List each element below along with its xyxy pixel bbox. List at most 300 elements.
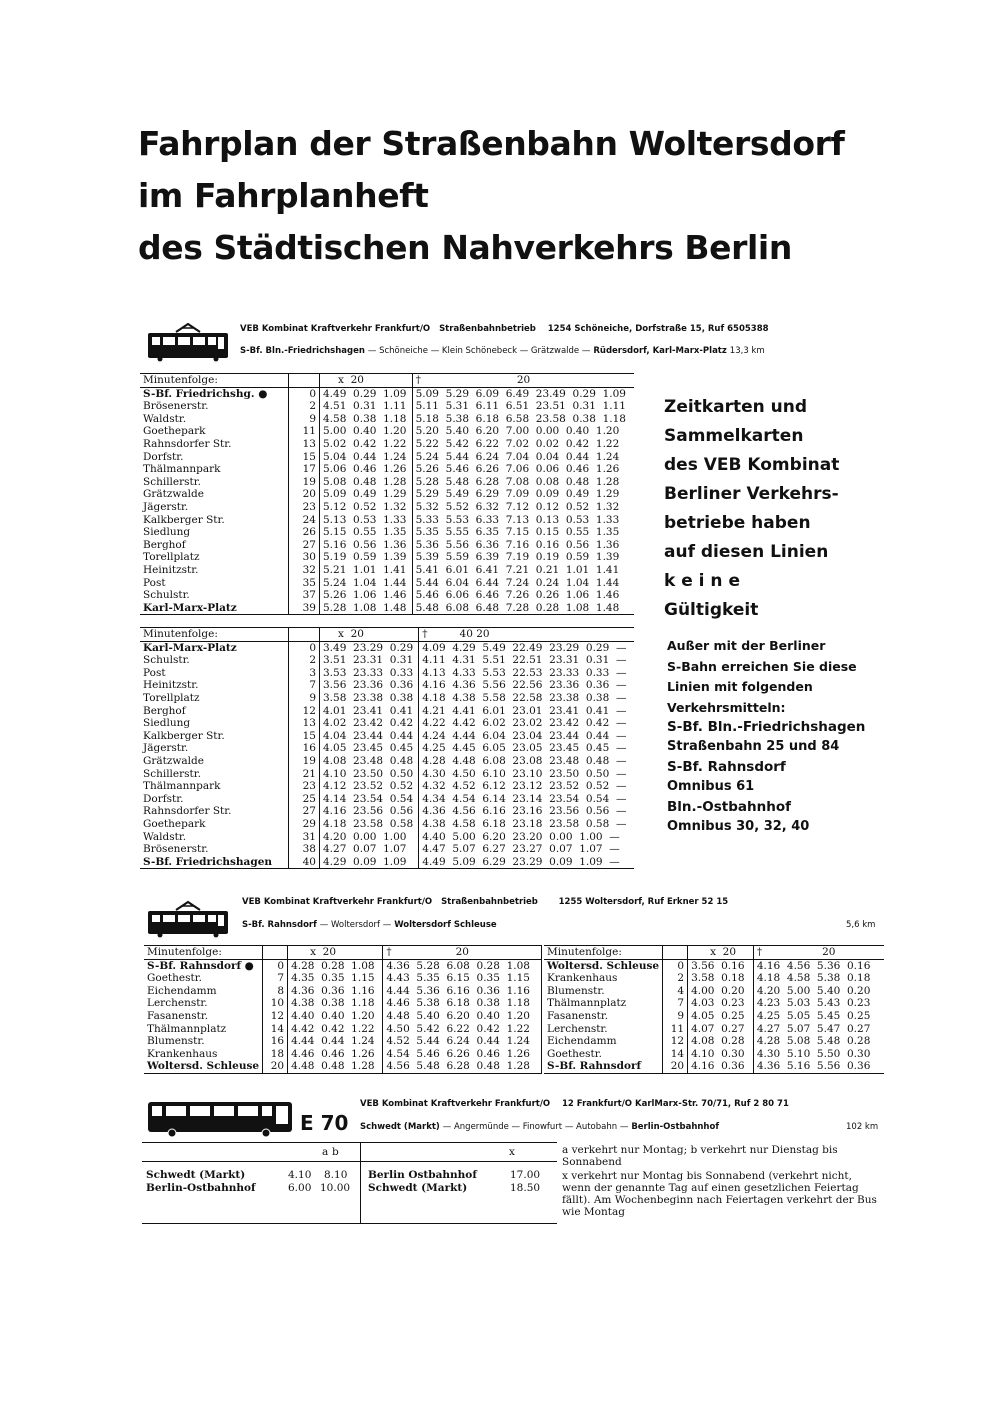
weekday-interval: 20 — [350, 374, 364, 386]
table-row — [140, 717, 634, 730]
stop-minutes: 8 — [263, 985, 288, 998]
header-min-blank — [289, 628, 320, 642]
route3-in-x1: 17.00 — [510, 1169, 541, 1181]
stop-minutes: 13 — [289, 717, 320, 730]
weekday-times: 4.14 23.54 0.54 — [320, 793, 419, 806]
sunday-times: 4.38 4.58 6.18 23.18 23.58 0.58 — — [422, 817, 627, 830]
stop-name: S-Bf. Friedrichshagen — [140, 856, 289, 869]
weekday-times: 4.16 23.56 0.56 — [320, 805, 419, 818]
table-row — [140, 755, 634, 768]
notice-line: S-Bahn erreichen Sie diese — [667, 658, 857, 674]
stop-name: Goethestr. — [544, 1048, 663, 1061]
weekday-interval: 20 — [350, 628, 364, 640]
table-header-row — [140, 374, 634, 388]
page-title — [138, 118, 898, 274]
weekday-times: 4.35 0.35 1.15 — [288, 972, 383, 985]
stop-name: Krankenhaus — [544, 972, 663, 985]
weekday-times: 4.49 0.29 1.09 — [320, 387, 413, 400]
sunday-times: 4.36 5.16 5.56 0.36 — [753, 1060, 884, 1073]
notice-ticket-validity — [664, 393, 839, 625]
weekday-times: 4.28 0.28 1.08 — [288, 959, 383, 972]
sunday-times: 4.30 4.50 6.10 23.10 23.50 0.50 — — [422, 767, 627, 780]
route3-line-start: Schwedt (Markt) — [360, 1122, 440, 1132]
stop-name: Thälmannpark — [140, 463, 289, 476]
stop-minutes: 0 — [263, 959, 288, 972]
route2-inbound-table — [544, 945, 884, 1074]
weekday-interval: 20 — [322, 946, 337, 958]
bus-icon — [146, 1098, 294, 1138]
stop-minutes: 26 — [289, 526, 320, 539]
route3-line-number: E 70 — [300, 1111, 349, 1135]
title-line-2: im Fahrplanheft — [138, 176, 429, 215]
route1-line-mid: — Schöneiche — Klein Schönebeck — Grätzwalde — — [367, 346, 591, 356]
notice-line: Zeitkarten und — [664, 397, 808, 417]
route2-operator: VEB Kombinat Kraftverkehr Frankfurt/O — [242, 897, 433, 907]
weekday-symbol: x — [338, 628, 344, 640]
stop-name: Waldstr. — [140, 413, 289, 426]
table-row — [140, 730, 634, 743]
weekday-times: 4.20 0.00 1.00 — [320, 831, 419, 844]
table-row — [140, 805, 634, 818]
stop-name: Lerchenstr. — [544, 1023, 663, 1036]
route3-line-mid: — Angermünde — Finowfurt — Autobahn — — [442, 1122, 629, 1132]
sunday-times: 4.25 4.45 6.05 23.05 23.45 0.45 — — [422, 742, 627, 755]
header-sunday — [419, 628, 634, 642]
route1-operator-sub: Straßenbahnbetrieb — [439, 324, 536, 334]
sunday-times: 4.56 5.48 6.28 0.48 1.28 — [383, 1060, 542, 1073]
weekday-symbol: x — [710, 946, 716, 958]
sunday-times: 4.24 4.44 6.04 23.04 23.44 0.44 — — [422, 729, 627, 742]
sunday-times: 4.36 4.56 6.16 23.16 23.56 0.56 — — [422, 805, 627, 818]
weekday-times: 5.21 1.01 1.41 — [320, 564, 413, 577]
header-min-blank — [289, 374, 320, 388]
route3-in-stop2: Schwedt (Markt) — [368, 1182, 468, 1194]
weekday-symbol: x — [310, 946, 316, 958]
sunday-times: 4.54 5.46 6.26 0.46 1.26 — [383, 1048, 542, 1061]
sunday-symbol: † — [422, 628, 428, 640]
table-row — [544, 1035, 884, 1048]
sunday-times: 4.32 4.52 6.12 23.12 23.52 0.52 — — [422, 780, 627, 793]
weekday-times: 4.04 23.44 0.44 — [320, 730, 419, 743]
connection-stop: S-Bf. Bln.-Friedrichshagen — [667, 719, 866, 735]
route2-inbound-body — [544, 959, 884, 1073]
sunday-times: 4.49 5.09 6.29 23.29 0.09 1.09 — — [419, 856, 634, 869]
table-row — [140, 667, 634, 680]
stop-name: Dorfstr. — [140, 451, 289, 464]
stop-minutes: 27 — [289, 805, 320, 818]
route1-line-desc — [240, 346, 765, 356]
route2-line-desc — [242, 920, 497, 930]
weekday-times: 4.48 0.48 1.28 — [288, 1060, 383, 1073]
route3-distance: 102 km — [846, 1122, 879, 1132]
route3-line-desc — [360, 1122, 719, 1132]
table-row — [144, 959, 542, 972]
table-row — [544, 1010, 884, 1023]
route3-out-a1: 4.10 — [288, 1169, 312, 1181]
stop-name: Torellplatz — [140, 692, 289, 705]
stop-name: Schulstr. — [140, 589, 289, 602]
route1-address: 1254 Schöneiche, Dorfstraße 15, Ruf 6505388 — [547, 324, 769, 334]
weekday-symbol: x — [338, 374, 344, 386]
table-row — [140, 641, 634, 654]
table-row — [144, 1023, 542, 1036]
stop-name: Woltersd. Schleuse — [144, 1060, 263, 1073]
weekday-times: 4.38 0.38 1.18 — [288, 997, 383, 1010]
weekday-times: 5.28 1.08 1.48 — [320, 602, 413, 615]
notice-line: Außer mit der Berliner — [667, 638, 826, 653]
stop-minutes: 12 — [289, 705, 320, 718]
table-row — [140, 551, 634, 564]
table-row — [144, 972, 542, 985]
sunday-interval: 40 20 — [459, 628, 490, 640]
stop-name: Karl-Marx-Platz — [140, 602, 289, 615]
connection-service: Omnibus 61 — [667, 779, 755, 794]
weekday-times: 5.12 0.52 1.32 — [320, 501, 413, 514]
route2-address: 1255 Woltersdorf, Ruf Erkner 52 15 — [558, 897, 729, 907]
stop-name: Dorfstr. — [140, 793, 289, 806]
weekday-times: 4.05 23.45 0.45 — [320, 742, 419, 755]
table-row — [140, 413, 634, 426]
header-sunday — [753, 946, 884, 960]
weekday-times: 3.53 23.33 0.33 — [320, 667, 419, 680]
weekday-times: 5.09 0.49 1.29 — [320, 488, 413, 501]
table-row — [140, 425, 634, 438]
route2-line-end: Woltersdorf Schleuse — [394, 920, 497, 930]
stop-minutes: 15 — [289, 451, 320, 464]
stop-name: Blumenstr. — [544, 985, 663, 998]
sunday-times: 5.35 5.55 6.35 7.15 0.15 0.55 1.35 — [415, 526, 620, 539]
sunday-times: 5.44 6.04 6.44 7.24 0.24 1.04 1.44 — [415, 576, 620, 589]
stop-minutes: 0 — [289, 641, 320, 654]
stop-name: S-Bf. Friedrichshg. ● — [140, 387, 289, 400]
weekday-times: 4.42 0.42 1.22 — [288, 1023, 383, 1036]
table-row — [144, 1010, 542, 1023]
route1-outbound-table — [140, 373, 634, 615]
weekday-times: 5.06 0.46 1.26 — [320, 463, 413, 476]
stop-name: Kalkberger Str. — [140, 730, 289, 743]
notice-line: Gültigkeit — [664, 600, 759, 620]
stop-name: Fasanenstr. — [544, 1010, 663, 1023]
notice-line: Berliner Verkehrs- — [664, 484, 839, 504]
sunday-times: 4.46 5.38 6.18 0.38 1.18 — [383, 997, 542, 1010]
route3-note-1: a verkehrt nur Montag; b verkehrt nur Dienstag bis Sonnabend — [562, 1144, 838, 1169]
sunday-times: 5.33 5.53 6.33 7.13 0.13 0.53 1.33 — [415, 513, 620, 526]
stop-name: Berghof — [140, 705, 289, 718]
stop-minutes: 20 — [263, 1060, 288, 1073]
weekday-interval: 20 — [722, 946, 737, 958]
header-weekday — [688, 946, 754, 960]
title-line-3: des Städtischen Nahverkehrs Berlin — [138, 228, 792, 267]
stop-minutes: 30 — [289, 551, 320, 564]
table-row — [140, 843, 634, 856]
header-label: Minutenfolge: — [544, 946, 663, 960]
stop-name: Brösenerstr. — [140, 843, 289, 856]
connection-stop: S-Bf. Rahnsdorf — [667, 759, 786, 775]
route3-operator-line — [360, 1099, 789, 1109]
weekday-times: 3.56 23.36 0.36 — [320, 679, 419, 692]
weekday-times: 3.49 23.29 0.29 — [320, 641, 419, 654]
table-header-row — [144, 946, 542, 960]
weekday-times: 4.46 0.46 1.26 — [288, 1048, 383, 1061]
table-row — [140, 400, 634, 413]
route3-table — [142, 1142, 557, 1224]
table-row — [140, 501, 634, 514]
stop-minutes: 16 — [263, 1035, 288, 1048]
table-row — [140, 577, 634, 590]
table-row — [140, 514, 634, 527]
table-row — [140, 602, 634, 615]
sunday-times: 4.16 4.36 5.56 22.56 23.36 0.36 — — [422, 679, 627, 692]
connection-service: Omnibus 30, 32, 40 — [667, 819, 810, 834]
stop-name: Goethepark — [140, 818, 289, 831]
route3-out-b2: 10.00 — [320, 1182, 351, 1194]
notice-line: betriebe haben — [664, 513, 811, 533]
table-row — [140, 818, 634, 831]
route3-out-stop2: Berlin-Ostbahnhof — [146, 1182, 256, 1194]
sunday-times: 4.30 5.10 5.50 0.30 — [756, 1047, 871, 1060]
stop-name: Krankenhaus — [144, 1048, 263, 1061]
table-row — [140, 692, 634, 705]
sunday-times: 4.21 4.41 6.01 23.01 23.41 0.41 — — [422, 704, 627, 717]
sunday-times: 5.18 5.38 6.18 6.58 23.58 0.38 1.18 — [415, 412, 626, 425]
weekday-times: 4.10 23.50 0.50 — [320, 768, 419, 781]
stop-name: Thälmannplatz — [144, 1023, 263, 1036]
weekday-times: 5.13 0.53 1.33 — [320, 514, 413, 527]
sunday-interval: 20 — [455, 946, 469, 958]
stop-name: Waldstr. — [140, 831, 289, 844]
sunday-times: 5.09 5.29 6.09 6.49 23.49 0.29 1.09 — [415, 387, 626, 400]
route3-out-a2: 6.00 — [288, 1182, 312, 1194]
weekday-times: 3.58 0.18 — [688, 972, 754, 985]
sunday-interval: 20 — [822, 946, 836, 958]
header-min-blank — [663, 946, 688, 960]
stop-minutes: 7 — [289, 679, 320, 692]
stop-name: Karl-Marx-Platz — [140, 641, 289, 654]
stop-name: Thälmannpark — [140, 780, 289, 793]
stop-minutes: 2 — [663, 972, 688, 985]
stop-minutes: 7 — [663, 997, 688, 1010]
table-row — [144, 1060, 542, 1073]
route3-note-2: x verkehrt nur Montag bis Sonnabend (verkehrt nicht, wenn der genannte Tag auf einen gesetzlichen Feiertag fällt). Am Wochenbeginn nach Feiertagen verkehrt der Bus wie Montag — [562, 1169, 877, 1219]
weekday-times: 4.29 0.09 1.09 — [320, 856, 419, 869]
stop-minutes: 38 — [289, 843, 320, 856]
stop-name: Schulstr. — [140, 654, 289, 667]
weekday-times: 4.18 23.58 0.58 — [320, 818, 419, 831]
stop-minutes: 24 — [289, 514, 320, 527]
weekday-times: 5.04 0.44 1.24 — [320, 451, 413, 464]
weekday-times: 4.12 23.52 0.52 — [320, 780, 419, 793]
weekday-times: 5.00 0.40 1.20 — [320, 425, 413, 438]
notice-line: des VEB Kombinat — [664, 455, 840, 475]
table-row — [140, 589, 634, 602]
stop-name: Grätzwalde — [140, 488, 289, 501]
stop-name: Heinitzstr. — [140, 564, 289, 577]
stop-minutes: 9 — [663, 1010, 688, 1023]
stop-name: Berghof — [140, 539, 289, 552]
table-row — [144, 985, 542, 998]
route3-line-end: Berlin-Ostbahnhof — [631, 1122, 720, 1132]
sunday-times: 4.48 5.40 6.20 0.40 1.20 — [383, 1010, 542, 1023]
sunday-interval: 20 — [516, 374, 531, 386]
table-row — [140, 564, 634, 577]
stop-name: Goethestr. — [144, 972, 263, 985]
stop-minutes: 29 — [289, 818, 320, 831]
stop-minutes: 20 — [289, 488, 320, 501]
table-row — [144, 1035, 542, 1048]
route2-outbound-table — [144, 945, 542, 1074]
stop-minutes: 9 — [289, 692, 320, 705]
stop-name: Post — [140, 577, 289, 590]
tram-icon — [146, 322, 230, 362]
stop-minutes: 27 — [289, 539, 320, 552]
table-row — [140, 387, 634, 400]
sunday-times: 5.48 6.08 6.48 7.28 0.28 1.08 1.48 — [412, 602, 634, 615]
notice-connection-list — [667, 717, 865, 837]
weekday-times: 4.58 0.38 1.18 — [320, 413, 413, 426]
table-row — [144, 1048, 542, 1061]
stop-minutes: 12 — [663, 1035, 688, 1048]
stop-name: Post — [140, 667, 289, 680]
notice-line: Verkehrsmitteln: — [667, 699, 786, 715]
header-weekday — [288, 946, 383, 960]
weekday-times: 5.02 0.42 1.22 — [320, 438, 413, 451]
header-weekday — [320, 628, 419, 642]
stop-minutes: 0 — [663, 959, 688, 972]
route1-line-end: Rüdersdorf, Karl-Marx-Platz — [593, 346, 727, 356]
stop-minutes: 15 — [289, 730, 320, 743]
table-row — [140, 654, 634, 667]
table-row — [140, 793, 634, 806]
route3-notes — [562, 1144, 884, 1219]
route3-out-b1: 8.10 — [324, 1169, 348, 1181]
table-row — [140, 768, 634, 781]
sunday-times: 4.16 4.56 5.36 0.16 — [756, 959, 871, 972]
sunday-symbol: † — [386, 946, 392, 958]
sunday-times: 4.25 5.05 5.45 0.25 — [756, 1009, 871, 1022]
sunday-symbol: † — [415, 374, 421, 386]
stop-minutes: 21 — [289, 768, 320, 781]
header-label: Minutenfolge: — [140, 628, 289, 642]
weekday-times: 4.44 0.44 1.24 — [288, 1035, 383, 1048]
sunday-times: 4.52 5.44 6.24 0.44 1.24 — [383, 1035, 542, 1048]
stop-minutes: 4 — [663, 985, 688, 998]
notice-line: auf diesen Linien — [664, 542, 829, 562]
stop-minutes: 11 — [663, 1023, 688, 1036]
weekday-times: 4.08 23.48 0.48 — [320, 755, 419, 768]
route1-distance: 13,3 km — [729, 346, 765, 356]
sunday-times: 5.46 6.06 6.46 7.26 0.26 1.06 1.46 — [415, 589, 620, 602]
stop-name: Eichendamm — [544, 1035, 663, 1048]
connection-service: Straßenbahn 25 und 84 — [667, 739, 840, 754]
sunday-times: 4.50 5.42 6.22 0.42 1.22 — [383, 1023, 542, 1036]
stop-minutes: 0 — [289, 387, 320, 400]
sunday-times: 4.20 5.00 5.40 0.20 — [756, 984, 871, 997]
notice-line: Sammelkarten — [664, 426, 804, 446]
route1-outbound-body — [140, 387, 634, 615]
stop-name: Fasanenstr. — [144, 1010, 263, 1023]
sunday-times: 4.18 4.38 5.58 22.58 23.38 0.38 — — [422, 691, 627, 704]
stop-minutes: 11 — [289, 425, 320, 438]
table-header-row — [544, 946, 884, 960]
table-row — [544, 1048, 884, 1061]
table-row — [140, 488, 634, 501]
stop-minutes: 13 — [289, 438, 320, 451]
weekday-times: 4.02 23.42 0.42 — [320, 717, 419, 730]
route1-inbound-body — [140, 641, 634, 869]
sunday-times: 4.44 5.36 6.16 0.36 1.16 — [383, 985, 542, 998]
sunday-times: 5.20 5.40 6.20 7.00 0.00 0.40 1.20 — [415, 425, 620, 438]
stop-minutes: 25 — [289, 793, 320, 806]
tram-icon — [146, 900, 230, 938]
route1-operator: VEB Kombinat Kraftverkehr Frankfurt/O — [240, 324, 431, 334]
table-row — [140, 539, 634, 552]
sunday-times: 5.41 6.01 6.41 7.21 0.21 1.01 1.41 — [415, 563, 620, 576]
notice-line: Linien mit folgenden — [667, 679, 813, 694]
route2-line-mid: — Woltersdorf — — [319, 920, 392, 930]
table-row — [140, 679, 634, 692]
weekday-times: 5.24 1.04 1.44 — [320, 577, 413, 590]
route1-line-start: S-Bf. Bln.-Friedrichshagen — [240, 346, 365, 356]
table-row — [140, 451, 634, 464]
weekday-times: 4.07 0.27 — [688, 1023, 754, 1036]
table-row — [544, 985, 884, 998]
stop-minutes: 7 — [263, 972, 288, 985]
table-row — [140, 438, 634, 451]
stop-minutes: 23 — [289, 780, 320, 793]
weekday-times: 5.08 0.48 1.28 — [320, 476, 413, 489]
sunday-times: 5.29 5.49 6.29 7.09 0.09 0.49 1.29 — [415, 488, 620, 501]
weekday-times: 4.40 0.40 1.20 — [288, 1010, 383, 1023]
weekday-times: 4.08 0.28 — [688, 1035, 754, 1048]
stop-minutes: 39 — [289, 602, 320, 615]
stop-minutes: 20 — [663, 1060, 688, 1073]
table-row — [140, 705, 634, 718]
stop-minutes: 14 — [263, 1023, 288, 1036]
notice-line: k e i n e — [664, 571, 740, 591]
sunday-times: 4.40 5.00 6.20 23.20 0.00 1.00 — — [422, 830, 620, 843]
sunday-times: 4.22 4.42 6.02 23.02 23.42 0.42 — — [422, 717, 627, 730]
stop-minutes: 32 — [289, 564, 320, 577]
route3-in-stop1: Berlin Ostbahnhof — [368, 1169, 477, 1181]
weekday-times: 4.03 0.23 — [688, 997, 754, 1010]
stop-minutes: 10 — [263, 997, 288, 1010]
table-row — [140, 476, 634, 489]
table-row — [544, 1060, 884, 1073]
stop-name: Grätzwalde — [140, 755, 289, 768]
header-min-blank — [263, 946, 288, 960]
sunday-times: 4.18 4.58 5.38 0.18 — [756, 972, 871, 985]
sunday-times: 5.22 5.42 6.22 7.02 0.02 0.42 1.22 — [415, 437, 620, 450]
sunday-symbol: † — [756, 946, 763, 958]
stop-name: Schillerstr. — [140, 768, 289, 781]
route3-address: 12 Frankfurt/O KarlMarx-Str. 70/71, Ruf 2 80 71 — [562, 1099, 789, 1109]
route2-outbound-body — [144, 959, 542, 1073]
weekday-times: 4.36 0.36 1.16 — [288, 985, 383, 998]
stop-name: Woltersd. Schleuse — [544, 959, 663, 972]
stop-name: Kalkberger Str. — [140, 514, 289, 527]
weekday-times: 5.19 0.59 1.39 — [320, 551, 413, 564]
sunday-times: 4.36 5.28 6.08 0.28 1.08 — [383, 959, 542, 972]
header-label: Minutenfolge: — [144, 946, 263, 960]
table-row — [140, 526, 634, 539]
weekday-times: 5.16 0.56 1.36 — [320, 539, 413, 552]
stop-name: Torellplatz — [140, 551, 289, 564]
title-line-1: Fahrplan der Straßenbahn Woltersdorf — [138, 124, 845, 163]
sunday-times: 5.26 5.46 6.26 7.06 0.06 0.46 1.26 — [415, 463, 620, 476]
route3-in-x2: 18.50 — [510, 1182, 541, 1194]
table-row — [140, 742, 634, 755]
stop-name: Schillerstr. — [140, 476, 289, 489]
